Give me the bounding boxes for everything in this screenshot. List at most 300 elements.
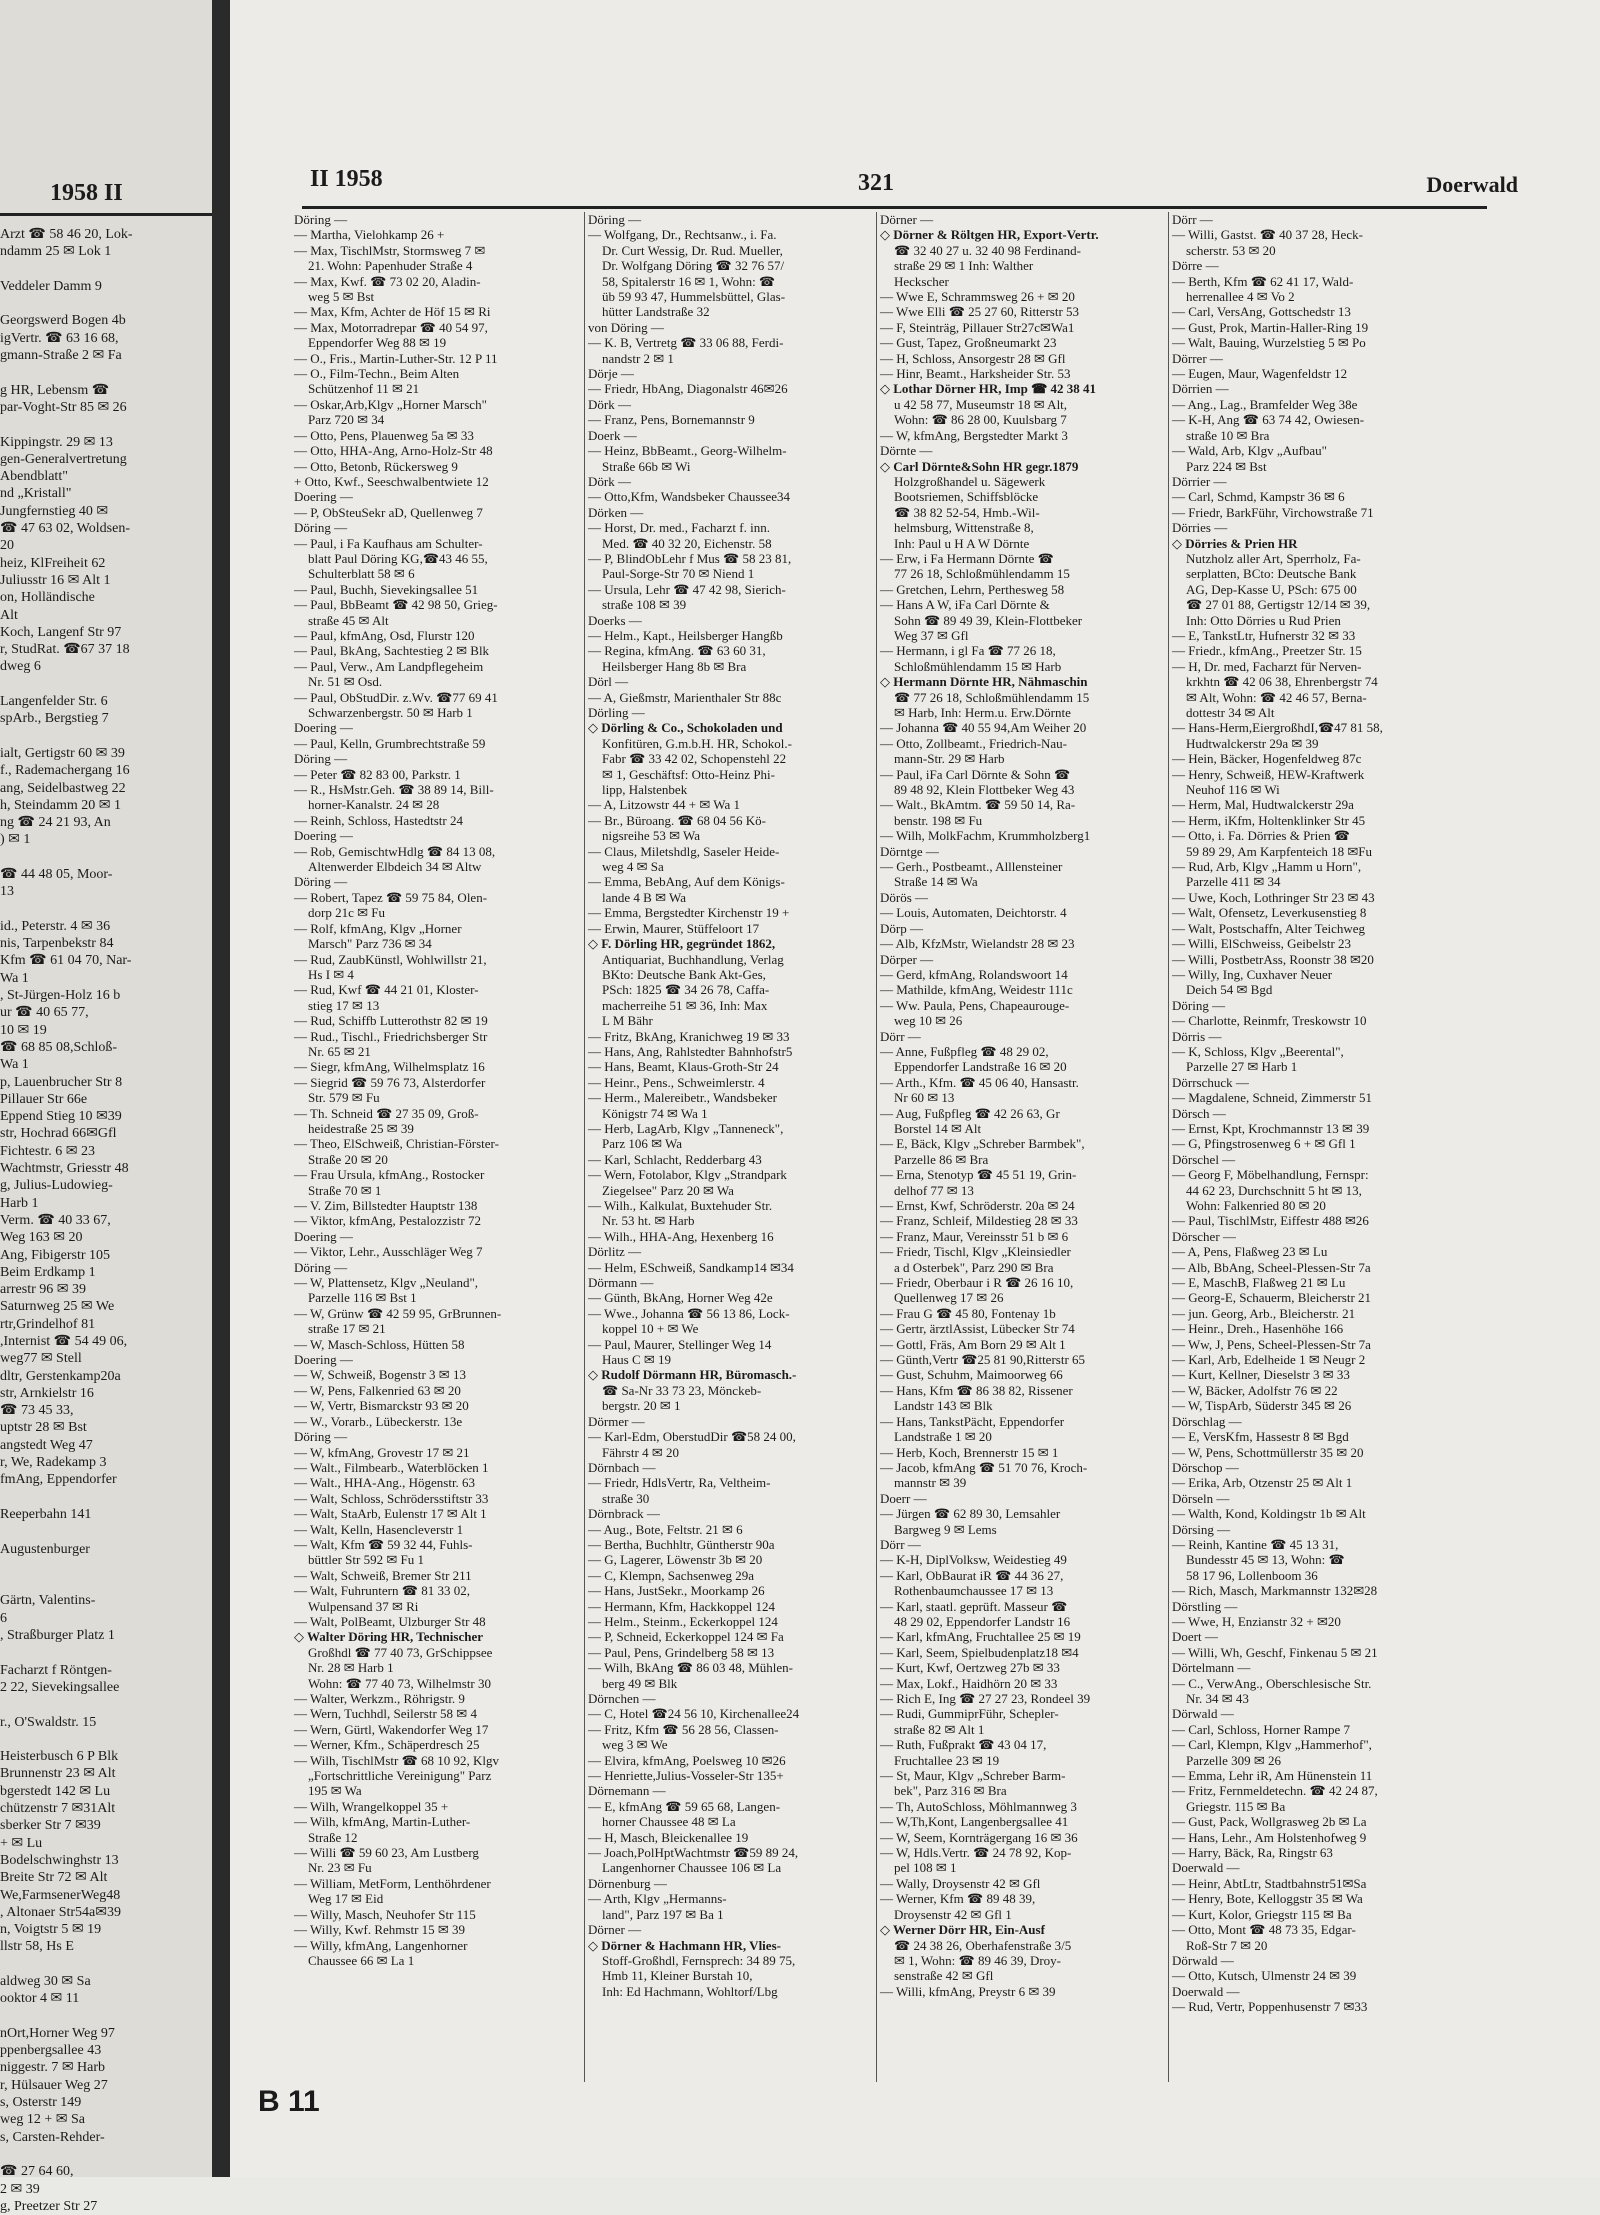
directory-entry-line: — Paul, TischlMstr, Eiffestr 488 ✉26: [1172, 1213, 1369, 1229]
directory-entry-line: — Mathilde, kfmAng, Weidestr 111c: [880, 982, 1073, 998]
directory-entry-line: — Günth, BkAng, Horner Weg 42e: [588, 1290, 773, 1306]
surname-heading: Dörwald —: [1172, 1952, 1234, 1968]
left-page-line: ialt, Gertigstr 60 ✉ 39: [0, 745, 125, 761]
directory-entry-line: — Claus, Miletshdlg, Saseler Heide-: [588, 843, 780, 859]
directory-entry-line: Landstraße 1 ✉ 20: [894, 1429, 992, 1445]
left-page-line: ☎ 27 64 60,: [0, 2164, 74, 2180]
directory-entry-line: „Fortschrittliche Vereinigung" Parz: [308, 1768, 492, 1784]
directory-entry-line: weg 4 ✉ Sa: [602, 859, 664, 875]
directory-entry-line: — Herb, LagArb, Klgv „Tanneneck",: [588, 1120, 784, 1136]
directory-entry-line: — Friedr, HdlsVertr, Ra, Veltheim-: [588, 1475, 771, 1491]
surname-heading: Döring —: [294, 751, 348, 767]
directory-entry-line: — W, Masch-Schloss, Hütten 58: [294, 1336, 465, 1352]
left-page-line: llstr 58, Hs E: [0, 1939, 74, 1955]
left-page-line: ng ☎ 24 21 93, An: [0, 815, 111, 831]
directory-entry-line: — P, ObSteuSekr aD, Quellenweg 7: [294, 504, 483, 520]
directory-entry-line: — Karl, staatl. geprüft. Masseur ☎: [880, 1598, 1068, 1614]
signature-mark: B 11: [258, 2085, 320, 2118]
left-page-header: 1958 II: [50, 180, 123, 206]
directory-entry-line: — Walt, Kfm ☎ 59 32 44, Fuhls-: [294, 1536, 473, 1552]
surname-heading: Dörnbrack —: [588, 1506, 660, 1522]
directory-entry-line: — Oskar,Arb,Klgv „Horner Marsch": [294, 396, 487, 412]
directory-entry-line: — Herm., Malereibetr., Wandsbeker: [588, 1090, 777, 1106]
directory-entry-line: — Hinr, Beamt., Harksheider Str. 53: [880, 366, 1071, 382]
left-page-line: niggestr. 7 ✉ Harb: [0, 2060, 106, 2076]
left-page-line: s, Carsten-Rehder-: [0, 2129, 105, 2145]
directory-entry-line: — Max, Kwf. ☎ 73 02 20, Aladin-: [294, 273, 481, 289]
directory-entry-line: — W, Vertr, Bismarckstr 93 ✉ 20: [294, 1398, 469, 1414]
directory-entry-line: — Walt, PolBeamt, Ulzburger Str 48: [294, 1613, 486, 1629]
directory-entry-line: — Max, Lokf., Haidhörn 20 ✉ 33: [880, 1675, 1058, 1691]
directory-entry-line: Marsch" Parz 736 ✉ 34: [308, 936, 432, 952]
directory-entry-line: Eppendorfer Landstraße 16 ✉ 20: [894, 1059, 1067, 1075]
directory-entry-line: — Wilh, kfmAng, Martin-Luther-: [294, 1814, 471, 1830]
directory-entry-line: blatt Paul Döring KG,☎43 46 55,: [308, 550, 488, 566]
surname-heading: Dörsch —: [1172, 1105, 1226, 1121]
left-page-line: r, StudRat. ☎67 37 18: [0, 642, 130, 658]
directory-entry-line: Großhdl ☎ 77 40 73, GrSchippsee: [308, 1644, 493, 1660]
left-page-line: ,Internist ☎ 54 49 06,: [0, 1334, 128, 1349]
directory-entry-line: — Max, TischlMstr, Stormsweg 7 ✉: [294, 242, 486, 258]
directory-entry-line: — W., Vorarb., Lübeckerstr. 13e: [294, 1413, 463, 1429]
directory-entry-line: — W, Pens, Schottmüllerstr 35 ✉ 20: [1172, 1444, 1364, 1460]
directory-entry-line: — Reinh, Kantine ☎ 45 13 31,: [1172, 1536, 1339, 1552]
directory-entry-line: koppel 10 + ✉ We: [602, 1321, 699, 1337]
directory-entry-line: — Friedr, Oberbaur i R ☎ 26 16 10,: [880, 1275, 1074, 1291]
directory-entry-line: — Walt, Ofensetz, Leverkusenstieg 8: [1172, 905, 1367, 921]
directory-entry-line: — Hans, Lehr., Am Holstenhofweg 9: [1172, 1829, 1367, 1845]
directory-entry-line: Schloßmühlendamm 15 ✉ Harb: [894, 658, 1062, 674]
directory-entry-line: Weg 37 ✉ Gfl: [894, 627, 969, 643]
directory-entry-line: — Alb, KfzMstr, Wielandstr 28 ✉ 23: [880, 936, 1075, 952]
directory-entry-line: straße 29 ✉ 1 Inh: Walther: [894, 258, 1034, 274]
left-page-line: Jungfernstieg 40 ✉: [0, 503, 109, 519]
directory-entry-line: — Th, AutoSchloss, Möhlmannweg 3: [880, 1798, 1077, 1814]
surname-heading: Doerwald —: [1172, 1860, 1240, 1876]
firm-entry-line: ◇ Dörner & Röltgen HR, Export-Vertr.: [880, 227, 1099, 243]
left-page-line: [0, 1956, 212, 1973]
directory-entry-line: AG, Dep-Kasse U, PSch: 675 00: [1186, 581, 1357, 597]
left-page-line: rtr,Grindelhof 81: [0, 1316, 96, 1332]
directory-entry-line: — Karl-Edm, OberstudDir ☎58 24 00,: [588, 1429, 796, 1445]
directory-entry-line: ☎ Sa-Nr 33 73 23, Mönckeb-: [602, 1382, 762, 1398]
directory-entry-line: — Ernst, Kpt, Krochmannstr 13 ✉ 39: [1172, 1120, 1370, 1136]
directory-entry-line: — E, TankstLtr, Hufnerstr 32 ✉ 33: [1172, 627, 1356, 643]
directory-entry-line: — Otto, Mont ☎ 48 73 35, Edgar-: [1172, 1922, 1356, 1938]
directory-entry-line: — Hermann, Kfm, Hackkoppel 124: [588, 1598, 776, 1614]
book-gutter: [212, 0, 230, 2177]
directory-entry-line: Str. 579 ✉ Fu: [308, 1090, 380, 1106]
directory-entry-line: — Friedr, Tischl, Klgv „Kleinsiedler: [880, 1244, 1071, 1260]
directory-entry-line: — Gust, Pack, Wollgrasweg 2b ✉ La: [1172, 1814, 1367, 1830]
directory-entry-line: — Herm, Mal, Hudtwalckerstr 29a: [1172, 797, 1354, 813]
surname-heading: Doerr —: [880, 1490, 927, 1506]
left-page-line: Georgswerd Bogen 4b: [0, 313, 126, 329]
surname-heading: Dörris —: [1172, 1028, 1222, 1044]
directory-entry-line: — Berth, Kfm ☎ 62 41 17, Wald-: [1172, 273, 1354, 289]
directory-entry-line: stieg 17 ✉ 13: [308, 997, 380, 1013]
directory-entry-line: — E, kfmAng ☎ 59 65 68, Langen-: [588, 1798, 781, 1814]
left-page-line: Pillauer Str 66e: [0, 1091, 88, 1107]
directory-entry-line: ✉ 1, Wohn: ☎ 89 46 39, Droy-: [894, 1952, 1061, 1968]
directory-entry-line: weg 3 ✉ We: [602, 1737, 668, 1753]
left-page-line: Harb 1: [0, 1195, 39, 1211]
surname-heading: Dörntge —: [880, 843, 939, 859]
directory-entry-line: — Franz, Pens, Bornemannstr 9: [588, 412, 755, 428]
directory-entry-line: — Erika, Arb, Otzenstr 25 ✉ Alt 1: [1172, 1475, 1353, 1491]
left-page-line: 10 ✉ 19: [0, 1022, 47, 1038]
left-page-line: Juliusstr 16 ✉ Alt 1: [0, 572, 111, 588]
left-page-line: Wachtmstr, Griesstr 48: [0, 1161, 129, 1177]
directory-entry-line: — Wolfgang, Dr., Rechtsanw., i. Fa.: [588, 227, 777, 243]
left-page-line: gen-Generalvertretung: [0, 451, 127, 467]
directory-entry-line: — Walter, Werkzm., Röhrigstr. 9: [294, 1691, 465, 1706]
left-page-line: ) ✉ 1: [0, 832, 31, 848]
directory-entry-line: 21. Wohn: Papenhuder Straße 4: [308, 258, 473, 274]
left-page-line: h, Steindamm 20 ✉ 1: [0, 797, 122, 813]
directory-entry-line: — Reinh, Schloss, Hastedtstr 24: [294, 812, 463, 828]
directory-entry-line: — Willi, Gastst. ☎ 40 37 28, Heck-: [1172, 227, 1363, 243]
directory-entry-line: Straße 66b ✉ Wi: [602, 458, 691, 474]
directory-entry-line: — Elvira, kfmAng, Poelsweg 10 ✉26: [588, 1752, 786, 1768]
directory-entry-line: — Jürgen ☎ 62 89 30, Lemsahler: [880, 1506, 1061, 1522]
left-page-line: Kippingstr. 29 ✉ 13: [0, 434, 113, 450]
directory-entry-line: — K. B, Vertretg ☎ 33 06 88, Ferdi-: [588, 335, 784, 351]
directory-entry-line: — Carl, Schmd, Kampstr 36 ✉ 6: [1172, 489, 1345, 505]
left-page-line: r, We, Radekamp 3: [0, 1455, 107, 1471]
directory-entry-line: — Rich E, Ing ☎ 27 27 23, Rondeel 39: [880, 1691, 1091, 1706]
directory-entry-line: — Uwe, Koch, Lothringer Str 23 ✉ 43: [1172, 889, 1375, 905]
directory-entry-line: ✉ Alt, Wohn: ☎ 42 46 57, Berna-: [1186, 689, 1367, 705]
directory-entry-line: — Aug, Fußpfleg ☎ 42 26 63, Gr: [880, 1105, 1060, 1121]
directory-entry-line: — G, Lagerer, Löwenstr 3b ✉ 20: [588, 1552, 763, 1568]
surname-heading: Döring —: [294, 520, 348, 536]
surname-heading: Dörrier —: [1172, 473, 1227, 489]
left-page-line: , Altonaer Str54a✉39: [0, 1904, 121, 1920]
directory-entry-line: + Otto, Kwf., Seeschwalbentwiete 12: [294, 473, 489, 489]
firm-entry-line: ◇ Rudolf Dörmann HR, Büromasch.-: [588, 1367, 797, 1383]
directory-entry-line: — Hein, Bäcker, Hogenfeldweg 87c: [1172, 751, 1362, 767]
surname-heading: Dörlitz —: [588, 1244, 642, 1260]
directory-entry-line: — Paul, Pens, Grindelberg 58 ✉ 13: [588, 1644, 775, 1660]
surname-heading: Dörken —: [588, 504, 644, 520]
directory-entry-line: delhof 77 ✉ 13: [894, 1182, 974, 1198]
directory-entry-line: — Franz, Schleif, Mildestieg 28 ✉ 33: [880, 1213, 1078, 1229]
directory-entry-line: Schulterblatt 58 ✉ 6: [308, 566, 415, 582]
directory-entry-line: PSch: 1825 ☎ 34 26 78, Caffa-: [602, 982, 770, 998]
directory-entry-line: Nr. 65 ✉ 21: [308, 1043, 371, 1059]
directory-entry-line: — Siegr, kfmAng, Wilhelmsplatz 16: [294, 1059, 485, 1075]
left-page-line: ndamm 25 ✉ Lok 1: [0, 244, 112, 260]
directory-entry-line: — Erw, i Fa Hermann Dörnte ☎: [880, 550, 1054, 566]
surname-heading: Dörrien —: [1172, 381, 1229, 397]
directory-entry-line: — W, Seem, Kornträgergang 16 ✉ 36: [880, 1829, 1078, 1845]
directory-entry-line: — Karl, kfmAng, Fruchtallee 25 ✉ 19: [880, 1629, 1081, 1645]
left-page-line: dltr, Gerstenkamp20a: [0, 1368, 121, 1384]
surname-heading: Doering —: [294, 828, 353, 844]
directory-entry-line: Parzelle 309 ✉ 26: [1186, 1752, 1282, 1768]
surname-heading: Dörseln —: [1172, 1490, 1230, 1506]
left-page-line: gmann-Straße 2 ✉ Fa: [0, 348, 122, 364]
left-page-line: nis, Tarpenbekstr 84: [0, 936, 114, 952]
directory-entry-line: — Henry, Schweiß, HEW-Kraftwerk: [1172, 766, 1365, 782]
left-page-line: r, Hülsauer Weg 27: [0, 2077, 108, 2093]
directory-entry-line: — Emma, Bergstedter Kirchenstr 19 +: [588, 905, 790, 921]
directory-entry-line: — Willy, Kwf. Rehmstr 15 ✉ 39: [294, 1922, 466, 1938]
directory-entry-line: — Carl, Klempn, Klgv „Hammerhof",: [1172, 1737, 1372, 1753]
directory-entry-line: — Max, Kfm, Achter de Höf 15 ✉ Ri: [294, 304, 491, 320]
directory-entry-line: — Br., Büroang. ☎ 68 04 56 Kö-: [588, 812, 766, 828]
directory-entry-line: Königstr 74 ✉ Wa 1: [602, 1105, 708, 1121]
directory-entry-line: Deich 54 ✉ Bgd: [1186, 982, 1273, 998]
left-page-line: chützenstr 7 ✉31Alt: [0, 1801, 116, 1817]
directory-entry-line: Bootsriemen, Schiffsblöcke: [894, 489, 1039, 505]
directory-entry-line: — Viktor, kfmAng, Pestalozzistr 72: [294, 1213, 481, 1229]
left-page-line: g, Julius-Ludowieg-: [0, 1178, 113, 1194]
directory-entry-line: Parz 106 ✉ Wa: [602, 1136, 683, 1152]
directory-entry-line: mannstr ✉ 39: [894, 1475, 967, 1491]
surname-heading: Dörrer —: [1172, 350, 1223, 366]
directory-entry-line: — E, MaschB, Flaßweg 21 ✉ Lu: [1172, 1275, 1346, 1291]
directory-entry-line: — R., HsMstr.Geh. ☎ 38 89 14, Bill-: [294, 782, 494, 798]
directory-entry-line: — Wilh., HHA-Ang, Hexenberg 16: [588, 1228, 774, 1244]
directory-entry-line: ☎ 38 82 52-54, Hmb.-Wil-: [894, 504, 1040, 520]
left-page-line: fmAng, Eppendorfer: [0, 1472, 117, 1488]
directory-entry-line: 48 29 02, Eppendorfer Landstr 16: [894, 1613, 1071, 1629]
directory-entry-line: Dr. Curt Wessig, Dr. Rud. Mueller,: [602, 242, 783, 258]
directory-entry-line: Straße 14 ✉ Wa: [894, 874, 978, 890]
left-page-line: sberker Str 7 ✉39: [0, 1818, 101, 1834]
directory-entry-line: Roß-Str 7 ✉ 20: [1186, 1937, 1268, 1953]
directory-entry-line: ☎ 24 38 26, Oberhafenstraße 3/5: [894, 1937, 1072, 1953]
left-page-line: [0, 1731, 212, 1748]
left-page-line: ☎ 44 48 05, Moor-: [0, 866, 113, 882]
directory-entry-line: Wohn: Falkenried 80 ✉ 20: [1186, 1198, 1326, 1213]
directory-entry-line: nigsreihe 53 ✉ Wa: [602, 828, 701, 844]
directory-entry-line: — Willi, ElSchweiss, Geibelstr 23: [1172, 936, 1352, 952]
directory-entry-line: mann-Str. 29 ✉ Harb: [894, 751, 1005, 767]
directory-entry-line: — Georg F, Möbelhandlung, Fernspr:: [1172, 1167, 1369, 1183]
directory-entry-line: — H, Dr. med, Facharzt für Nerven-: [1172, 658, 1362, 674]
directory-entry-line: — Carl, Schloss, Horner Rampe 7: [1172, 1721, 1351, 1737]
left-page-line: Alt: [0, 607, 18, 623]
surname-heading: Döring —: [1172, 997, 1226, 1013]
left-page-line: n, Voigtstr 5 ✉ 19: [0, 1922, 102, 1938]
directory-entry-line: Holzgroßhandel u. Sägewerk: [894, 473, 1046, 489]
directory-entry-line: straße 45 ✉ Alt: [308, 612, 389, 628]
directory-entry-line: — Otto, Zollbeamt., Friedrich-Nau-: [880, 735, 1068, 751]
directory-entry-line: Stoff-Großhdl, Fernsprech: 34 89 75,: [602, 1952, 796, 1968]
directory-entry-line: — Werner, Kfm ☎ 89 48 39,: [880, 1891, 1036, 1907]
left-page-line: [0, 1558, 212, 1575]
directory-entry-line: — Wwe Elli ☎ 25 27 60, Ritterstr 53: [880, 304, 1080, 320]
directory-entry-line: horner Chaussee 48 ✉ La: [602, 1814, 736, 1830]
directory-entry-line: Parzelle 116 ✉ Bst 1: [308, 1290, 417, 1306]
surname-heading: Dörschop —: [1172, 1459, 1239, 1475]
directory-entry-line: — Karl, Schlacht, Redderbarg 43: [588, 1151, 762, 1167]
left-page-line: Facharzt f Röntgen-: [0, 1662, 112, 1678]
left-page-line: [0, 1489, 212, 1506]
directory-entry-line: Haus C ✉ 19: [602, 1352, 672, 1368]
left-page-line: nd „Kristall": [0, 486, 72, 502]
directory-entry-line: — Wern, Fotolabor, Klgv „Strandpark: [588, 1167, 787, 1183]
directory-entry-line: Parz 224 ✉ Bst: [1186, 458, 1267, 474]
directory-entry-line: — A, Litzowstr 44 + ✉ Wa 1: [588, 797, 740, 813]
directory-entry-line: — Hans-Herm,EiergroßhdI,☎47 81 58,: [1172, 720, 1383, 736]
surname-heading: Doering —: [294, 1228, 353, 1244]
directory-entry-line: — Wwe., Johanna ☎ 56 13 86, Lock-: [588, 1305, 790, 1321]
directory-entry-line: — W, Bäcker, Adolfstr 76 ✉ 22: [1172, 1382, 1338, 1398]
left-page-line: Breite Str 72 ✉ Alt: [0, 1870, 108, 1886]
surname-heading: Döring —: [294, 1429, 348, 1445]
left-page-line: dweg 6: [0, 659, 41, 675]
directory-entry-line: — Hans, Kfm ☎ 86 38 82, Rissener: [880, 1382, 1073, 1398]
directory-entry-line: Neuhof 116 ✉ Wi: [1186, 782, 1280, 798]
directory-entry-line: — Gust, Tapez, Großneumarkt 23: [880, 335, 1057, 351]
directory-entry-line: Med. ☎ 40 32 20, Eichenstr. 58: [602, 535, 772, 551]
directory-entry-line: Konfitüren, G.m.b.H. HR, Schokol.-: [602, 735, 792, 751]
surname-heading: Döring —: [294, 874, 348, 890]
directory-entry-line: hütter Landstraße 32: [602, 304, 710, 320]
directory-entry-line: — Th. Schneid ☎ 27 35 09, Groß-: [294, 1105, 479, 1121]
left-page-line: [0, 261, 212, 278]
directory-entry-line: — Theo, ElSchweiß, Christian-Förster-: [294, 1136, 499, 1152]
directory-entry-line: weg 5 ✉ Bst: [308, 289, 375, 305]
directory-entry-line: — Gerh., Postbeamt., Alllensteiner: [880, 859, 1063, 875]
directory-entry-line: — Joach,PolHptWachtmstr ☎59 89 24,: [588, 1845, 799, 1861]
directory-entry-line: Borstel 14 ✉ Alt: [894, 1120, 982, 1136]
directory-entry-line: — Rich, Masch, Markmannstr 132✉28: [1172, 1583, 1378, 1599]
directory-entry-line: — Wilh, MolkFachm, Krummholzberg1: [880, 828, 1091, 844]
left-page-line: igVertr. ☎ 63 16 68,: [0, 330, 119, 346]
directory-entry-line: Antiquariat, Buchhandlung, Verlag: [602, 951, 784, 967]
directory-entry-line: Paul-Sorge-Str 70 ✉ Niend 1: [602, 566, 755, 582]
directory-entry-line: 58, Spitalerstr 16 ✉ 1, Wohn: ☎: [602, 273, 776, 289]
left-page-line: f., Rademachergang 16: [0, 763, 130, 779]
directory-entry-line: Chaussee 66 ✉ La 1: [308, 1952, 415, 1968]
directory-entry-line: Nr. 53 ht. ✉ Harb: [602, 1213, 695, 1229]
surname-heading: Dörper —: [880, 951, 934, 967]
directory-entry-line: nandstr 2 ✉ 1: [602, 350, 674, 366]
surname-heading: Dörner —: [880, 212, 934, 227]
surname-heading: Doert —: [1172, 1629, 1218, 1645]
directory-entry-line: Sohn ☎ 89 49 39, Klein-Flottbeker: [894, 612, 1083, 628]
directory-entry-line: Wohn: ☎ 77 40 73, Wilhelmstr 30: [308, 1675, 492, 1691]
left-page-line: Bodelschwinghstr 13: [0, 1852, 119, 1868]
directory-entry-line: — Aug., Bote, Feltstr. 21 ✉ 6: [588, 1521, 743, 1537]
directory-entry-line: horner-Kanalstr. 24 ✉ 28: [308, 797, 440, 813]
directory-entry-line: — Carl, VersAng, Gottschedstr 13: [1172, 304, 1351, 320]
surname-heading: Dörling —: [588, 705, 645, 720]
directory-entry-line: — W, Grünw ☎ 42 59 95, GrBrunnen-: [294, 1305, 502, 1321]
left-page-line: Koch, Langenf Str 97: [0, 624, 122, 640]
directory-entry-line: a d Osterbek", Parz 290 ✉ Bra: [894, 1259, 1054, 1275]
directory-entry-line: — E, VersKfm, Hassestr 8 ✉ Bgd: [1172, 1429, 1349, 1445]
surname-heading: Dörnbach —: [588, 1459, 656, 1475]
left-page-line: str, Hochrad 66✉Gfl: [0, 1126, 117, 1142]
left-page-line: Arzt ☎ 58 46 20, Lok-: [0, 227, 133, 242]
left-page-line: Veddeler Damm 9: [0, 278, 102, 294]
left-page-line: [0, 1644, 212, 1661]
directory-entry-line: — Paul, Buchh, Sievekingsallee 51: [294, 581, 479, 597]
surname-heading: Doering —: [294, 1352, 353, 1368]
directory-entry-line: — Otto, HHA-Ang, Arno-Holz-Str 48: [294, 443, 493, 459]
directory-entry-line: — Karl, Arb, Edelheide 1 ✉ Neugr 2: [1172, 1352, 1366, 1368]
surname-heading: Dörr —: [880, 1536, 921, 1552]
directory-entry-line: Hs I ✉ 4: [308, 966, 354, 982]
surname-heading: Dörl —: [588, 674, 629, 690]
directory-entry-line: — Arth, Klgv „Hermanns-: [588, 1891, 727, 1907]
left-page-line: Langenfelder Str. 6: [0, 694, 108, 710]
left-page-line: r., O'Swaldstr. 15: [0, 1714, 97, 1730]
left-page-line: aldweg 30 ✉ Sa: [0, 1973, 91, 1989]
left-page-line: [0, 1696, 212, 1713]
surname-heading: Dörries —: [1172, 520, 1228, 536]
directory-entry-line: macherreihe 51 ✉ 36, Inh: Max: [602, 997, 768, 1013]
directory-entry-line: — A, Gießmstr, Marienthaler Str 88c: [588, 689, 782, 705]
left-page-line: [0, 364, 212, 381]
surname-heading: Döring —: [294, 1259, 348, 1275]
directory-entry-line: — Otto, Pens, Plauenweg 5a ✉ 33: [294, 427, 474, 443]
directory-entry-line: straße 108 ✉ 39: [602, 597, 687, 613]
directory-entry-line: — Walt, Schweiß, Bremer Str 211: [294, 1567, 472, 1583]
surname-heading: Dörmer —: [588, 1413, 645, 1429]
directory-entry-line: — Günth,Vertr ☎25 81 90,Ritterstr 65: [880, 1352, 1086, 1368]
directory-entry-line: — P, BlindObLehr f Mus ☎ 58 23 81,: [588, 550, 792, 566]
directory-entry-line: 195 ✉ Wa: [308, 1783, 362, 1799]
column-divider: [876, 212, 877, 2082]
directory-entry-line: — Walth, Kond, Koldingstr 1b ✉ Alt: [1172, 1506, 1366, 1522]
left-page-line: Verm. ☎ 40 33 67,: [0, 1212, 111, 1228]
directory-entry-line: Parzelle 86 ✉ Bra: [894, 1151, 989, 1167]
directory-entry-line: Griegstr. 115 ✉ Ba: [1186, 1798, 1286, 1814]
directory-entry-line: — Fritz, BkAng, Kranichweg 19 ✉ 33: [588, 1028, 790, 1044]
surname-heading: Dörr —: [880, 1028, 921, 1044]
directory-entry-line: — Rud, Vertr, Poppenhusenstr 7 ✉33: [1172, 1999, 1368, 2015]
directory-entry-line: Straße 70 ✉ 1: [308, 1182, 382, 1198]
directory-entry-line: Nr. 23 ✉ Fu: [308, 1860, 372, 1876]
directory-entry-line: — Paul, iFa Carl Dörnte & Sohn ☎: [880, 766, 1071, 782]
directory-entry-line: Eppendorfer Weg 88 ✉ 19: [308, 335, 447, 351]
left-page: [0, 0, 212, 2214]
directory-column-1: [294, 212, 578, 1968]
directory-entry-line: — W, kfmAng, Grovestr 17 ✉ 21: [294, 1444, 470, 1460]
directory-entry-line: — Henriette,Julius-Vosseler-Str 135+: [588, 1768, 784, 1784]
directory-entry-line: pel 108 ✉ 1: [894, 1860, 957, 1876]
surname-heading: Döring —: [588, 212, 642, 227]
directory-entry-line: — Gretchen, Lehrn, Perthesweg 58: [880, 581, 1065, 597]
directory-entry-line: 44 62 23, Durchschnitt 5 ht ✉ 13,: [1186, 1182, 1362, 1198]
left-page-line: bgerstedt 142 ✉ Lu: [0, 1783, 111, 1799]
surname-heading: Dörmann —: [588, 1275, 654, 1291]
directory-entry-line: — Herm, iKfm, Holtenklinker Str 45: [1172, 812, 1366, 828]
directory-entry-line: — Wilh, TischlMstr ☎ 68 10 92, Klgv: [294, 1752, 500, 1768]
directory-entry-line: — Willy, kfmAng, Langenhorner: [294, 1937, 468, 1953]
directory-entry-line: — W, Plattensetz, Klgv „Neuland",: [294, 1275, 479, 1291]
directory-entry-line: — Wern, Gürtl, Wakendorfer Weg 17: [294, 1721, 489, 1737]
directory-entry-line: 89 48 92, Klein Flottbeker Weg 43: [894, 782, 1075, 798]
directory-entry-line: — Paul, Maurer, Stellinger Weg 14: [588, 1336, 772, 1352]
directory-entry-line: straße 30: [602, 1490, 650, 1506]
surname-heading: Dörnchen —: [588, 1691, 656, 1706]
directory-entry-line: Inh: Ed Hachmann, Wohltorf/Lbg: [602, 1983, 778, 1999]
directory-entry-line: dorp 21c ✉ Fu: [308, 905, 385, 921]
directory-entry-line: — Gertr, ärztlAssist, Lübecker Str 74: [880, 1321, 1075, 1337]
surname-heading: Dörscher —: [1172, 1228, 1236, 1244]
left-page-line: Wa 1: [0, 970, 29, 986]
directory-entry-line: — Rud, ZaubKünstl, Wohlwillstr 21,: [294, 951, 487, 967]
directory-entry-line: — Hans, JustSekr., Moorkamp 26: [588, 1583, 765, 1599]
